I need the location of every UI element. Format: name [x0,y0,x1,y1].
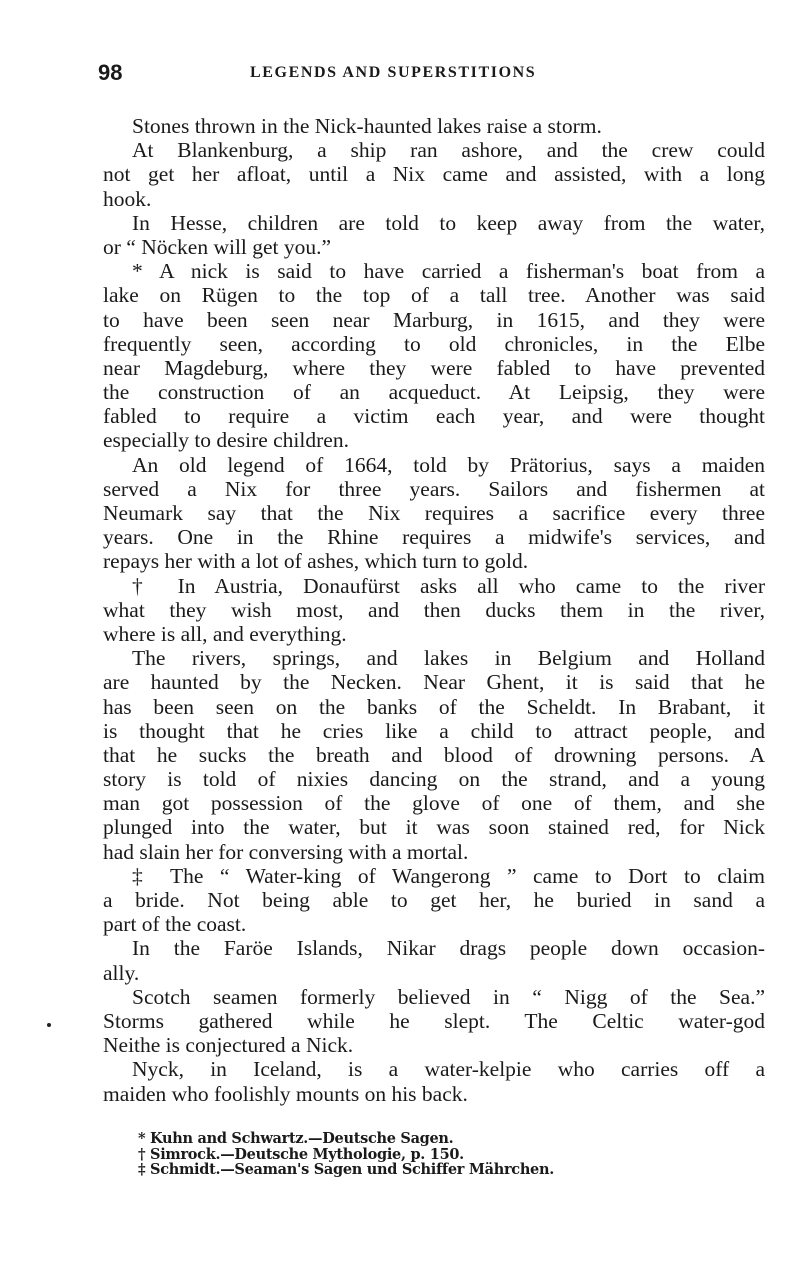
text-line: An old legend of 1664, told by Prätorius, says a maiden [132,452,765,477]
text-line: what they wish most, and then ducks them in the river, [103,597,765,622]
body-text [103,114,765,1106]
text-line: that he sucks the breath and blood of drowning persons. A [103,742,765,767]
text-line: Stones thrown in the Nick-haunted lakes raise a storm. [132,114,602,138]
print-speck [47,1023,51,1027]
text-line: man got possession of the glove of one of them, and she [103,791,765,816]
text-line: Scotch seamen formerly believed in “ Nigg of the Sea.” [132,984,765,1009]
text-line: lake on Rügen to the top of a tall tree. Another was said [103,283,765,308]
text-line: maiden who foolishly mounts on his back. [103,1081,468,1106]
paragraph [103,453,765,574]
text-line: the construction of an acqueduct. At Leipsig, they were [103,380,765,405]
paragraph [103,138,765,211]
text-line: to have been seen near Marburg, in 1615, and they were [103,307,765,332]
text-line: At Blankenburg, a ship ran ashore, and the crew could [132,138,765,163]
paragraph [103,985,765,1058]
text-line: repays her with a lot of ashes, which turn to gold. [103,549,529,574]
text-line: or “ Nöcken will get you.” [103,234,332,259]
footnote: * Kuhn and Schwartz.—Deutsche Sagen. [138,1130,454,1147]
text-line: years. One in the Rhine requires a midwife's services, and [103,525,765,550]
running-title: LEGENDS AND SUPERSTITIONS [250,64,537,81]
text-line: part of the coast. [103,912,247,937]
text-line: story is told of nixies dancing on the strand, and a young [103,767,765,792]
text-line: In the Faröe Islands, Nikar drags people down occasion- [132,936,765,961]
text-line: where is all, and everything. [103,621,347,646]
text-line: ‡ The “ Water-king of Wangerong ” came to Dort to claim [132,863,765,888]
text-line: not get her afloat, until a Nix came and assisted, with a long [103,162,765,187]
paragraph [103,1057,765,1105]
text-line: especially to desire children. [103,428,349,453]
text-line: are haunted by the Necken. Near Ghent, it is said that he [103,670,765,695]
paragraph [103,259,765,453]
text-line: a bride. Not being able to get her, he buried in sand a [103,888,765,912]
text-line: Nyck, in Iceland, is a water-kelpie who carries off a [132,1057,765,1082]
text-line: is thought that he cries like a child to attract people, and [103,718,765,743]
footnotes [138,1131,554,1178]
text-line: near Magdeburg, where they were fabled to have prevented [103,355,765,380]
text-line: plunged into the water, but it was soon stained red, for Nick [103,815,765,840]
paragraph [103,574,765,647]
text-line: † In Austria, Donaufürst asks all who came to the river [132,573,765,598]
text-line: Neumark say that the Nix requires a sacrifice every three [103,501,765,525]
text-line: In Hesse, children are told to keep away from the water, [132,210,765,235]
text-line: hook. [103,186,152,211]
text-line: Neithe is conjectured a Nick. [103,1033,354,1058]
paragraph [103,211,765,259]
footnote: ‡ Schmidt.—Seaman's Sagen und Schiffer Mährchen. [138,1161,554,1178]
text-line: frequently seen, according to old chronicles, in the Elbe [103,331,765,356]
text-line: Storms gathered while he slept. The Celtic water-god [103,1008,765,1033]
paragraph [103,936,765,984]
text-line: had slain her for conversing with a mortal. [103,839,469,864]
text-line: served a Nix for three years. Sailors and fishermen at [103,476,765,501]
text-line: ally. [103,960,140,985]
paragraph [103,114,765,138]
footnote: † Simrock.—Deutsche Mythologie, p. 150. [138,1145,464,1163]
page-number: 98 [98,60,123,85]
paragraph [103,864,765,937]
text-line: has been seen on the banks of the Scheldt. In Brabant, it [103,694,765,719]
text-line: fabled to require a victim each year, and were thought [103,404,765,429]
text-line: The rivers, springs, and lakes in Belgium and Holland [132,646,765,671]
text-line: * A nick is said to have carried a fisherman's boat from a [132,259,765,284]
paragraph [103,646,765,864]
